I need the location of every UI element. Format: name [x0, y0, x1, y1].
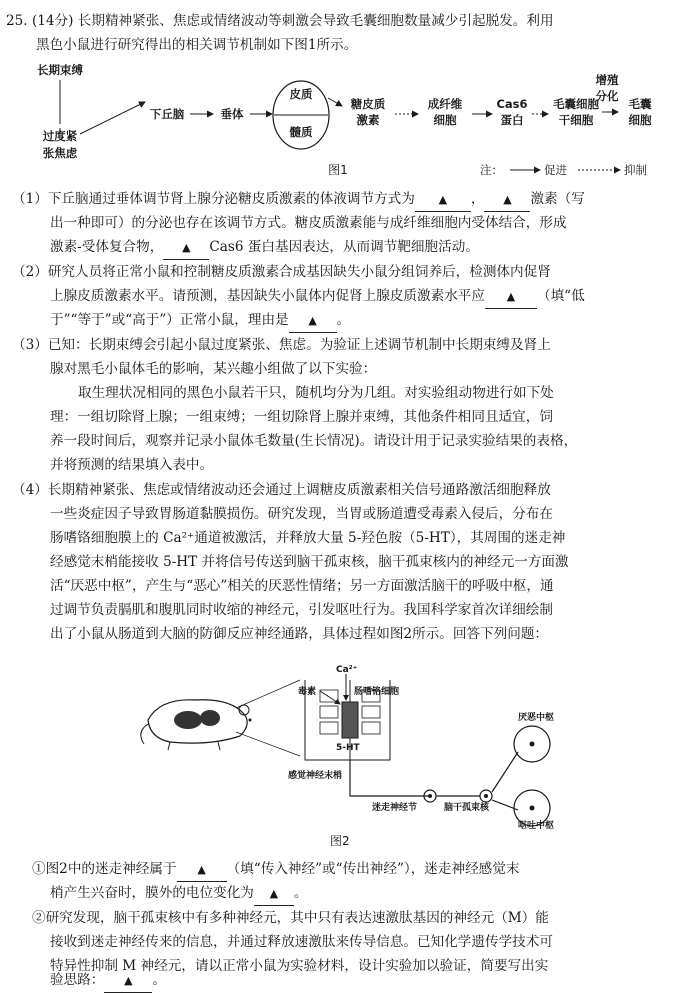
answer-blank-6: ▲ — [197, 863, 206, 876]
glucocorticoid-label-1: 糖皮质 — [350, 97, 386, 111]
q2-line4: 验思路： ▲ 。 — [50, 969, 166, 993]
q2-line1: ②研究发现，脑干孤束核中有多种神经元，其中只有表达速激肽基因的神经元（M）能 — [32, 910, 549, 926]
ca-ion-label: Ca²⁺ — [336, 665, 358, 675]
hair-follicle-label-2: 细胞 — [628, 113, 652, 127]
vagus-ganglion-label: 迷走神经节 — [372, 803, 418, 813]
part2-line1: （2）研究人员将正常小鼠和控制糖皮质激素合成基因缺失小鼠分组饲养后，检测体内促肾 — [12, 264, 551, 280]
stress-anxiety-label-1: 过度紧 — [42, 129, 78, 143]
part4-line7: 出了小鼠从肠道到大脑的防御反应神经通路，具体过程如图2所示。回答下列问题： — [50, 626, 549, 642]
legend-inhibit-label: 抑制 — [624, 163, 647, 177]
stress-anxiety-label-2: 张焦虑 — [42, 146, 78, 160]
adrenal-medulla-label: 髓质 — [289, 125, 313, 139]
q2-line3: 特异性抑制 M 神经元，请以正常小鼠为实验材料，设计实验加以验证，简要写出实 — [50, 958, 549, 974]
stress-restraint-label: 长期束缚 — [37, 63, 83, 77]
intro-line-1: 长期精神紧张、焦虑或情绪波动等刺激会导致毛囊细胞数量减少引起脱发。利用 — [77, 13, 554, 29]
sensory-ending-label: 感觉神经末梢 — [288, 771, 343, 781]
vomiting-center-label: 呕吐中枢 — [518, 821, 555, 830]
stem-cell-label-2: 干细胞 — [558, 113, 594, 127]
question-number: 25. — [6, 13, 28, 29]
question-header — [6, 10, 554, 33]
nts-label: 脑干孤束核 — [444, 803, 490, 813]
answer-blank-7: ▲ — [269, 887, 279, 900]
intro-line-2: 黑色小鼠进行研究得出的相关调节机制如下图1所示。 — [36, 37, 358, 53]
hair-follicle-label-1: 毛囊 — [628, 97, 652, 111]
figure-1-caption: 图1 — [328, 163, 348, 177]
part1-line1: （1）下丘脑通过垂体调节肾上腺分泌糖皮质激素的体液调节方式为 ▲ ， ▲ 激素（写 — [12, 188, 585, 212]
pituitary-label: 垂体 — [220, 107, 244, 121]
answer-blank-5: ▲ — [308, 314, 317, 327]
figure-1-diagram — [20, 56, 670, 184]
legend-note-label: 注： — [480, 163, 503, 177]
part4-line1: （4）长期精神紧张、焦虑或情绪波动还会通过上调糖皮质激素相关信号通路激活细胞释放 — [12, 482, 551, 498]
part3-line6: 并将预测的结果填入表中。 — [50, 457, 214, 473]
part4-line2: 一些炎症因子导致胃肠道黏膜损伤。研究发现，当胃或肠道遭受毒素入侵后，分布在 — [50, 506, 553, 522]
part1-line3: 激素-受体复合物， ▲ Cas6 蛋白基因表达，从而调节靶细胞活动。 — [50, 236, 479, 260]
figure-2-caption: 图2 — [330, 834, 350, 848]
answer-blank-2: ▲ — [503, 193, 512, 206]
ec-cell-label: 肠嗜铬细胞 — [354, 687, 400, 697]
proliferation-label-1: 增殖 — [595, 73, 619, 87]
part4-line5: 活“厌恶中枢”，产生与“恶心”相关的厌恶性情绪；另一方面激活脑干的呼吸中枢，通 — [50, 578, 554, 594]
answer-blank-1: ▲ — [438, 193, 448, 206]
hypothalamus-label: 下丘脑 — [149, 107, 185, 121]
q1-line1: ①图2中的迷走神经属于 ▲ （填“传入神经”或“传出神经”），迷走神经感觉末 — [32, 858, 519, 882]
part3-line3: 取生理状况相同的黑色小鼠若干只，随机均分为几组。对实验组动物进行如下处 — [78, 385, 554, 401]
adrenal-cortex-label: 皮质 — [289, 87, 313, 101]
mouse-illustration — [141, 700, 252, 750]
q1-line2: 梢产生兴奋时，膜外的电位变化为 ▲ 。 — [50, 882, 308, 906]
fibroblast-label-1: 成纤维 — [427, 97, 463, 111]
question-score: (14分) — [31, 13, 74, 29]
answer-blank-4: ▲ — [506, 290, 516, 303]
answer-blank-3: ▲ — [182, 241, 191, 254]
legend-promote-label: 促进 — [544, 163, 567, 177]
glucocorticoid-label-2: 激素 — [356, 113, 380, 127]
part2-line2: 上腺皮质激素水平。请预测，基因缺失小鼠体内促肾上腺皮质激素水平应 ▲ （填“低 — [50, 285, 585, 309]
part3-line1: （3）已知：长期束缚会引起小鼠过度紧张、焦虑。为验证上述调节机制中长期束缚及肾上 — [12, 337, 551, 353]
stem-cell-label-1: 毛囊细胞 — [553, 97, 599, 111]
part3-line4: 理：一组切除肾上腺；一组束缚；一组切除肾上腺并束缚，其他条件相同且适宜，饲 — [50, 409, 553, 425]
proliferation-label-2: 分化 — [595, 89, 619, 103]
part3-line2: 腺对黑毛小鼠体毛的影响，某兴趣小组做了以下实验： — [50, 361, 377, 377]
part2-line3: 于”“等于”或“高于”）正常小鼠，理由是 ▲ 。 — [50, 309, 350, 333]
aversion-center-label: 厌恶中枢 — [518, 713, 555, 723]
fibroblast-label-2: 细胞 — [433, 113, 457, 127]
answer-blank-8: ▲ — [124, 974, 133, 987]
part1-line2: 出一种即可）的分泌也存在该调节方式。糖皮质激素能与成纤维细胞内受体结合，形成 — [50, 215, 567, 231]
part4-line4: 经感觉末梢能接收 5-HT 并将信号传送到脑干孤束核，脑干孤束核内的神经元一方面激 — [50, 554, 569, 570]
part4-line6: 过调节负责膈肌和腹肌同时收缩的神经元，引发呕吐行为。我国科学家首次详细绘制 — [50, 602, 553, 618]
q2-line2: 接收到迷走神经传来的信息，并通过释放速激肽来传导信息。已知化学遗传学技术可 — [50, 934, 553, 950]
part3-line5: 养一段时间后，观察并记录小鼠体毛数量(生长情况)。请设计用于记录实验结果的表格， — [50, 433, 578, 449]
toxin-label: 毒素 — [298, 687, 317, 697]
cas6-label-2: 蛋白 — [500, 113, 524, 127]
part4-line3: 肠嗜铬细胞膜上的 Ca²⁺通道被激活，并释放大量 5-羟色胺（5-HT），其周围的迷走神 — [50, 530, 566, 546]
cas6-label-1: Cas6 — [496, 97, 528, 111]
serotonin-label: 5-HT — [336, 743, 360, 753]
figure-2-diagram — [140, 660, 560, 830]
